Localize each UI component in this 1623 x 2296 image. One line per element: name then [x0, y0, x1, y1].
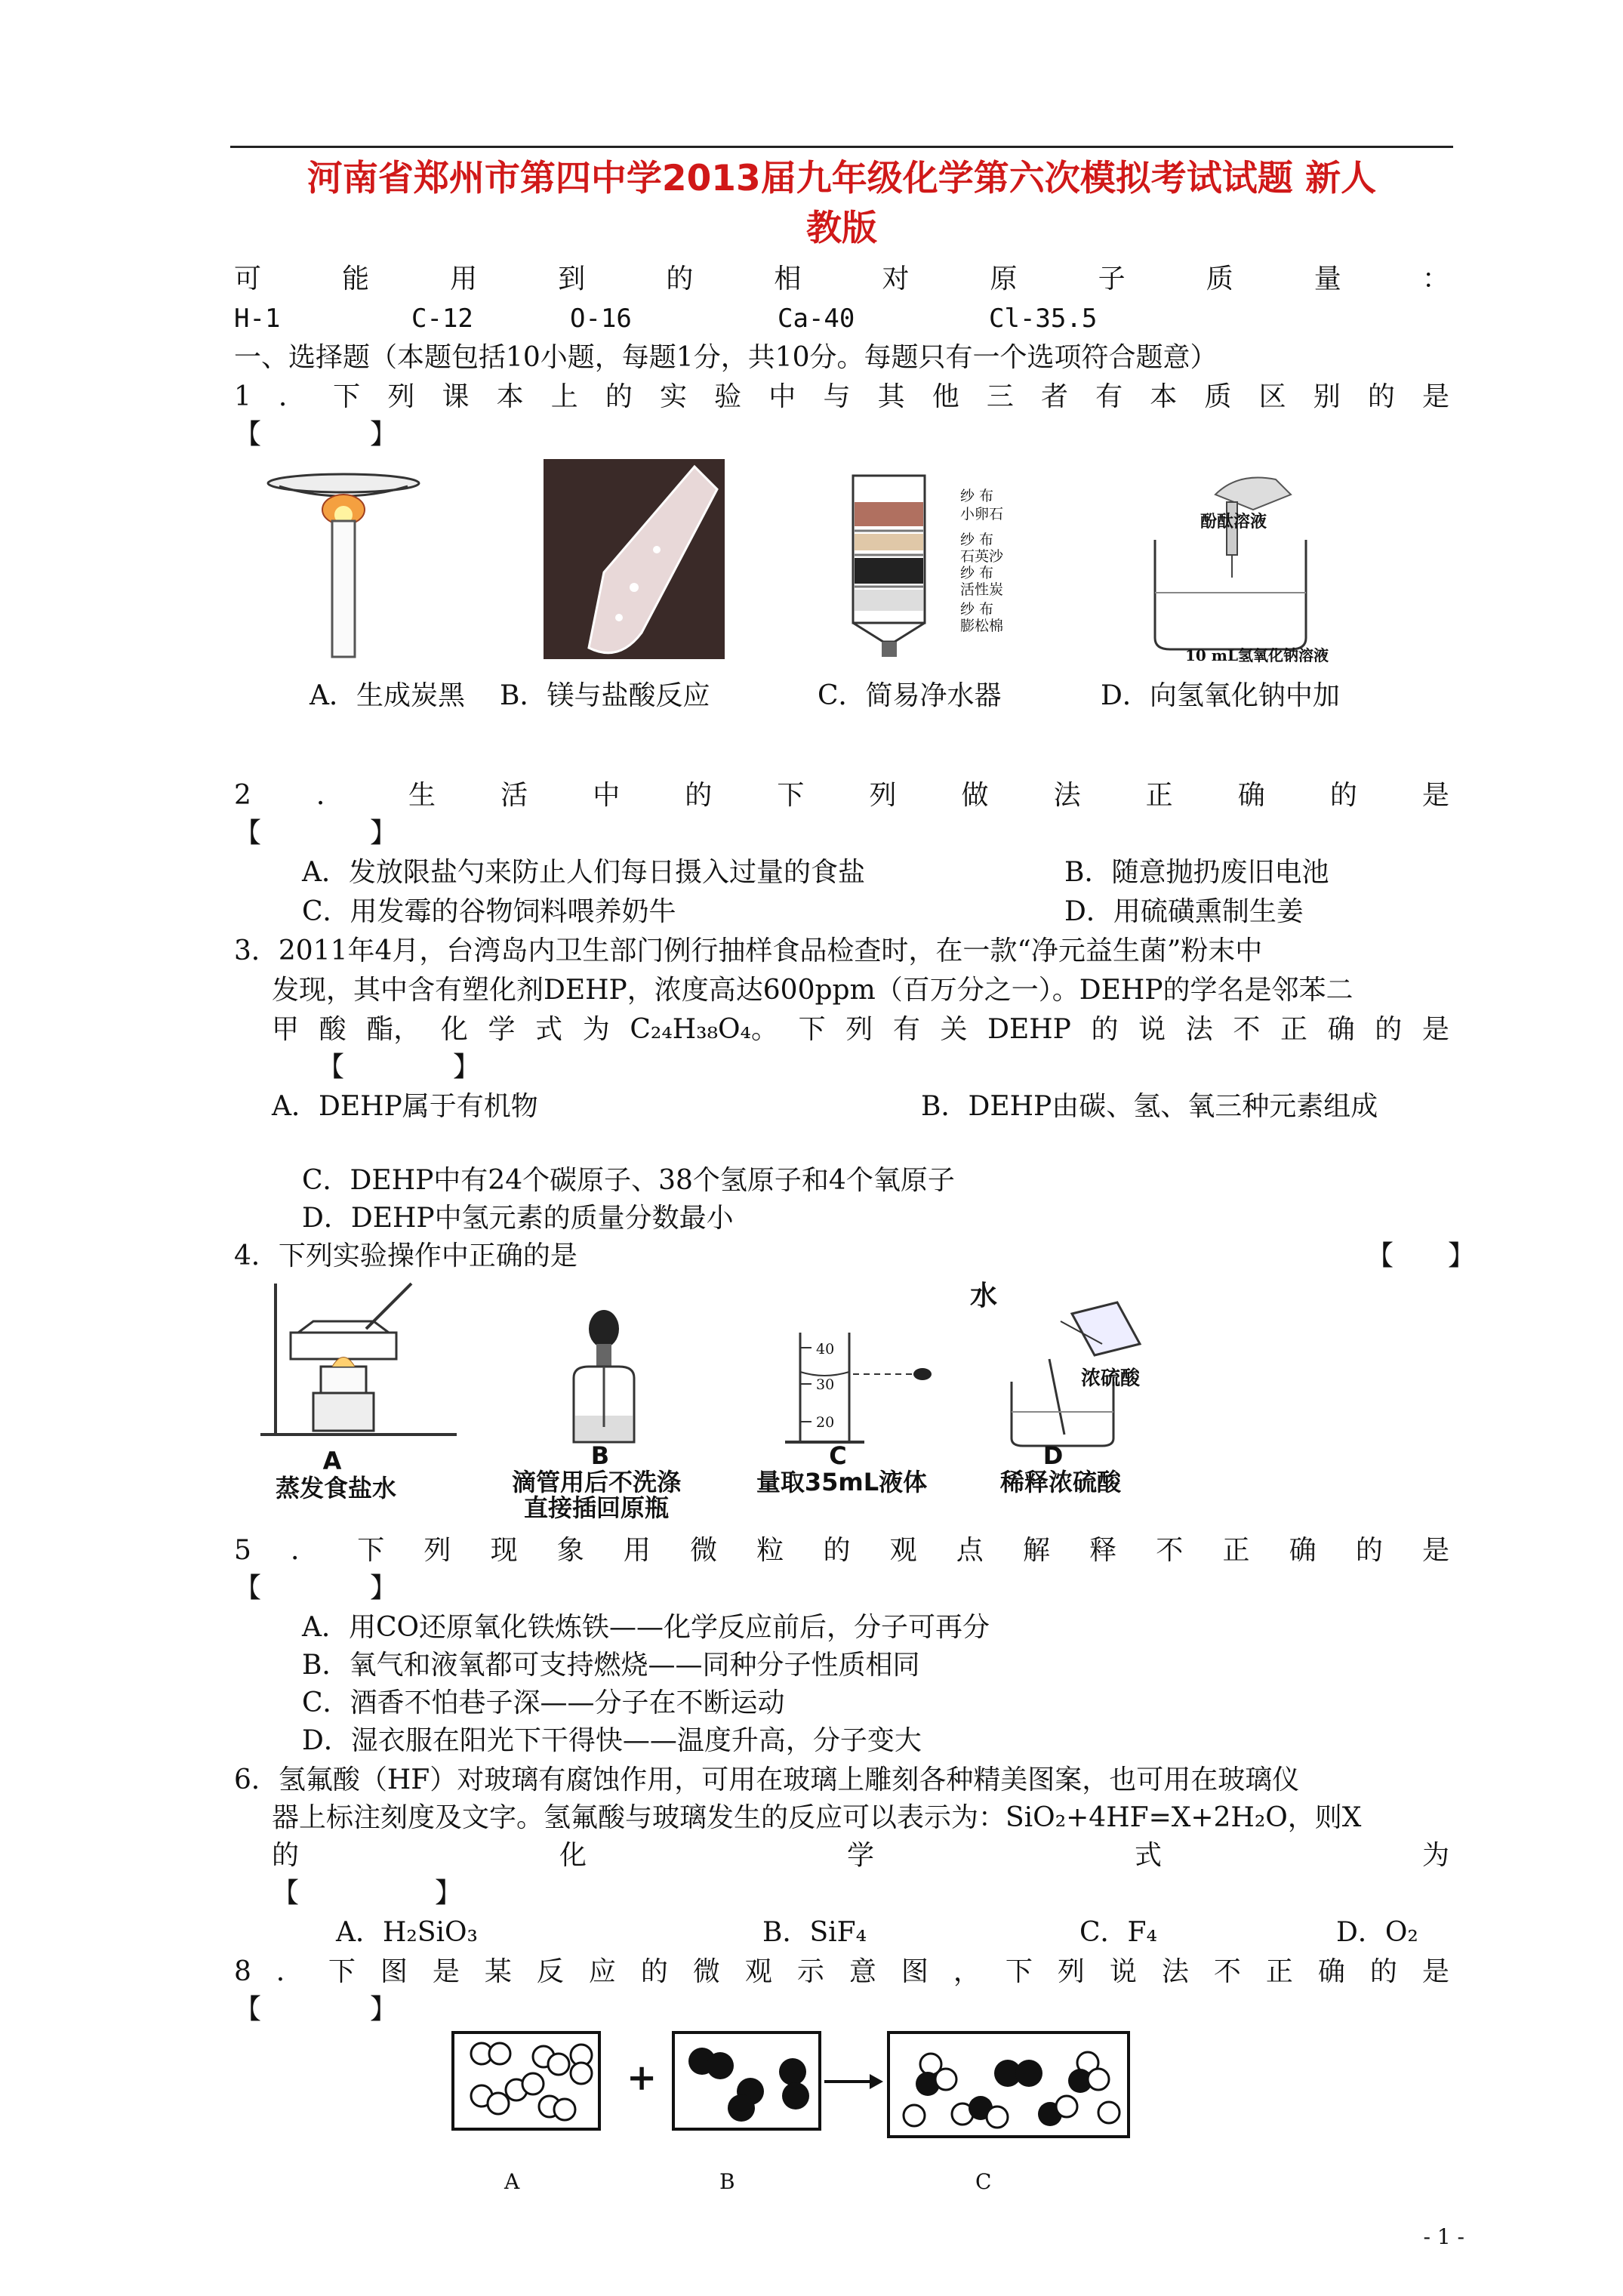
reaction-box-c [887, 2031, 1130, 2138]
question-4-bracket: 【 】 [1366, 1240, 1476, 1271]
exam-title-line1: 河南省郑州市第四中学2013届九年级化学第六次模拟考试试题 新人 [306, 158, 1377, 199]
q5-option-c: C．酒香不怕巷子深——分子在不断运动 [302, 1687, 785, 1718]
page-number: - 1 - [1423, 2224, 1464, 2249]
question-2-stem: 2 ． 生 活 中 的 下 列 做 法 正 确 的 是 [234, 780, 1449, 811]
filter-label: 活性炭 [960, 581, 1004, 598]
q4-caption-c: 量取35mL液体 [756, 1468, 928, 1496]
question-3-bracket: 【 】 [317, 1052, 481, 1083]
magnesium-test-tube-photo [544, 459, 725, 659]
q4-letter-b: B [590, 1441, 610, 1470]
filter-label: 膨松棉 [960, 618, 1004, 634]
q5-option-a: A．用CO还原氧化铁炼铁——化学反应前后，分子可再分 [302, 1612, 990, 1643]
question-5-bracket: 【 】 [234, 1573, 398, 1604]
header-rule [230, 146, 1453, 148]
cylinder-tick-20: 20 [816, 1414, 835, 1431]
graduated-cylinder-figure [778, 1333, 944, 1446]
question-1-bracket: 【 】 [234, 419, 398, 450]
q6-option-b: B．SiF₄ [762, 1917, 867, 1948]
question-6-line2: 器上标注刻度及文字。氢氟酸与玻璃发生的反应可以表示为：SiO₂+4HF=X+2H₂O，则X [272, 1802, 1362, 1833]
q1-caption-b: B．镁与盐酸反应 [500, 680, 710, 711]
dropper-bottle-figure [559, 1310, 649, 1446]
q2-option-a: A．发放限盐勺来防止人们每日摄入过量的食盐 [302, 857, 865, 888]
naoh-label: 10 mL氢氧化钠溶液 [1185, 646, 1329, 664]
reaction-label-b: B [719, 2169, 735, 2194]
question-8-bracket: 【 】 [234, 1994, 398, 2025]
reaction-label-c: C [975, 2169, 992, 2194]
q4-caption-b-line1: 滴管用后不洗涤 [511, 1468, 681, 1496]
q4-letter-d: D [1042, 1441, 1064, 1470]
question-8-stem: 8 ． 下 图 是 某 反 应 的 微 观 示 意 图 ， 下 列 说 法 不 正 确 的 是 [234, 1956, 1449, 1987]
dropper-beaker-figure [1140, 464, 1359, 664]
q4-caption-a: 蒸发食盐水 [275, 1474, 396, 1502]
q1-caption-a: A．生成炭黑 [310, 680, 465, 711]
q6-option-a: A．H₂SiO₃ [336, 1917, 478, 1948]
phenolphthalein-label: 酚酞溶液 [1200, 512, 1267, 532]
reaction-label-a: A [504, 2169, 520, 2194]
question-2-bracket: 【 】 [234, 818, 398, 849]
exam-title-line2: 教版 [806, 208, 877, 249]
question-3-line3: 甲 酸 酯， 化 学 式 为 C₂₄H₃₈O₄。 下 列 有 关 DEHP 的 说 法 不 正 确 的 是 [272, 1014, 1449, 1045]
water-label: 水 [970, 1280, 998, 1311]
reaction-box-b [672, 2031, 821, 2131]
water-filter-figure [845, 472, 936, 664]
q5-option-b: B．氧气和液氧都可支持燃烧——同种分子性质相同 [302, 1650, 920, 1681]
q3-option-b: B．DEHP由碳、氢、氧三种元素组成 [921, 1091, 1378, 1122]
filter-label: 纱 布 [960, 565, 994, 581]
filter-label: 纱 布 [960, 601, 994, 618]
atomic-mass-label: 可 能 用 到 的 相 对 原 子 质 量 ： [234, 264, 1449, 294]
cylinder-tick-40: 40 [816, 1341, 835, 1358]
reaction-box-a [451, 2031, 601, 2131]
reaction-plus-sign: + [627, 2057, 658, 2099]
q2-option-b: B．随意抛扔废旧电池 [1064, 857, 1329, 888]
q3-option-c: C．DEHP中有24个碳原子、38个氢原子和4个氧原子 [302, 1165, 955, 1196]
question-6-line3: 的 化 学 式 为 [272, 1840, 1449, 1871]
q1-caption-c: C．简易净水器 [818, 680, 1002, 711]
question-3-line1: 3．2011年4月，台湾岛内卫生部门例行抽样食品检查时，在一款“净元益生菌”粉末中 [234, 935, 1263, 966]
q2-option-d: D．用硫磺熏制生姜 [1064, 896, 1304, 927]
q6-option-c: C．F₄ [1079, 1917, 1157, 1948]
candle-plate-figure [257, 468, 430, 664]
q3-option-a: A．DEHP属于有机物 [272, 1091, 538, 1122]
q4-letter-c: C [829, 1441, 847, 1470]
q3-option-d: D．DEHP中氢元素的质量分数最小 [302, 1203, 734, 1234]
question-4-stem: 4．下列实验操作中正确的是 [234, 1240, 577, 1271]
evaporation-apparatus-figure [238, 1276, 464, 1446]
q6-option-d: D．O₂ [1336, 1917, 1418, 1948]
conc-acid-label: 浓硫酸 [1081, 1367, 1141, 1390]
exam-page: 河南省郑州市第四中学2013届九年级化学第六次模拟考试试题 新人 教版 可 能 用 到 的 相 对 原 子 质 量 ： H-1 C-12 O-16 Ca-40 Cl-35.5 一、选择题（本题包括10小题，每题1分，共10分。每题只有一个选项符合题意） 1 ． 下 列 课 本 上 的 实 验 中 与 其 他 三 者 有 本 质 区 别 的 是 【 】 纱 布 小卵石 纱 布 石英沙 纱 布 活性炭 纱 布 膨松棉 酚酞溶液 10 mL氢氧化钠溶液 A．生成炭黑 B．镁与盐酸反应 C．简易净水器 D．向氢氧化钠中加 2 ． 生 活 中 的 下 列 做 法 正 确 的 是 【 】 A．发放限盐勺来防止人们每日摄入过量的食盐 B．随意抛扔废旧电池 C．用发霉的谷物饲料喂养奶牛 D．用硫磺熏制生姜 3．2011年4月，台湾岛内卫生部门例行抽样食品检查时，在一款“净元益生菌”粉末中 发现，其中含有塑化剂DEHP，浓度高达600ppm（百万分之一）。DEHP的学名是邻苯二 甲 酸 酯， 化 学 式 为 C₂₄H₃₈O₄。 下 列 有 关 DEHP 的 说 法 不 正 确 的 是 【 】 A．DEHP属于有机物 B．DEHP由碳、氢、氧三种元素组成 C．DEHP中有24个碳原子、38个氢原子和4个氧原子 D．DEHP中氢元素的质量分数最小 4．下列实验操作中正确的是 【 】 40 30 20 水 浓硫酸 A B C D 蒸发食盐水 滴管用后不洗涤 直接插回原瓶 量取35mL液体 稀释浓硫酸 5 ． 下 列 现 象 用 微 粒 的 观 点 解 释 不 正 确 的 是 【 】 A．用CO还原氧化铁炼铁——化学反应前后，分子可再分 B．氧气和液氧都可支持燃烧——同种分子性质相同 C．酒香不怕巷子深——分子在不断运动 D．湿衣服在阳光下干得快——温度升高，分子变大 6．氢氟酸（HF）对玻璃有腐蚀作用，可用在玻璃上雕刻各种精美图案，也可用在玻璃仪 器上标注刻度及文字。氢氟酸与玻璃发生的反应可以表示为：SiO₂+4HF=X+2H₂O，则X 的 化 学 式 为 【 】 A．H₂SiO₃ B．SiF₄ C．F₄ D．O₂ 8 ． 下 图 是 某 反 应 的 微 观 示 意 图 ， 下 列 说 法 不 正 确 的 是 【 】 + A B C - 1 - [0, 0, 1623, 2296]
section-heading: 一、选择题（本题包括10小题，每题1分，共10分。每题只有一个选项符合题意） [234, 342, 1218, 373]
question-1-stem: 1 ． 下 列 课 本 上 的 实 验 中 与 其 他 三 者 有 本 质 区 别 的 是 [234, 381, 1449, 412]
filter-label: 石英沙 [960, 548, 1004, 565]
q2-option-c: C．用发霉的谷物饲料喂养奶牛 [302, 896, 676, 927]
cylinder-tick-30: 30 [816, 1376, 835, 1393]
question-6-line1: 6．氢氟酸（HF）对玻璃有腐蚀作用，可用在玻璃上雕刻各种精美图案，也可用在玻璃仪 [234, 1764, 1300, 1795]
filter-label: 小卵石 [960, 506, 1004, 522]
q4-caption-b-line2: 直接插回原瓶 [523, 1493, 669, 1522]
question-6-bracket: 【 】 [272, 1878, 463, 1909]
reaction-arrow [824, 2073, 885, 2091]
q5-option-d: D．湿衣服在阳光下干得快——温度升高，分子变大 [302, 1725, 922, 1756]
q4-letter-a: A [322, 1447, 342, 1475]
q1-caption-d: D．向氢氧化钠中加 [1101, 680, 1340, 711]
question-5-stem: 5 ． 下 列 现 象 用 微 粒 的 观 点 解 释 不 正 确 的 是 [234, 1535, 1449, 1566]
q4-caption-d: 稀释浓硫酸 [999, 1468, 1121, 1496]
filter-label: 纱 布 [960, 488, 994, 504]
question-3-line2: 发现，其中含有塑化剂DEHP，浓度高达600ppm（百万分之一）。DEHP的学名是邻苯二 [272, 975, 1354, 1006]
filter-label: 纱 布 [960, 532, 994, 548]
